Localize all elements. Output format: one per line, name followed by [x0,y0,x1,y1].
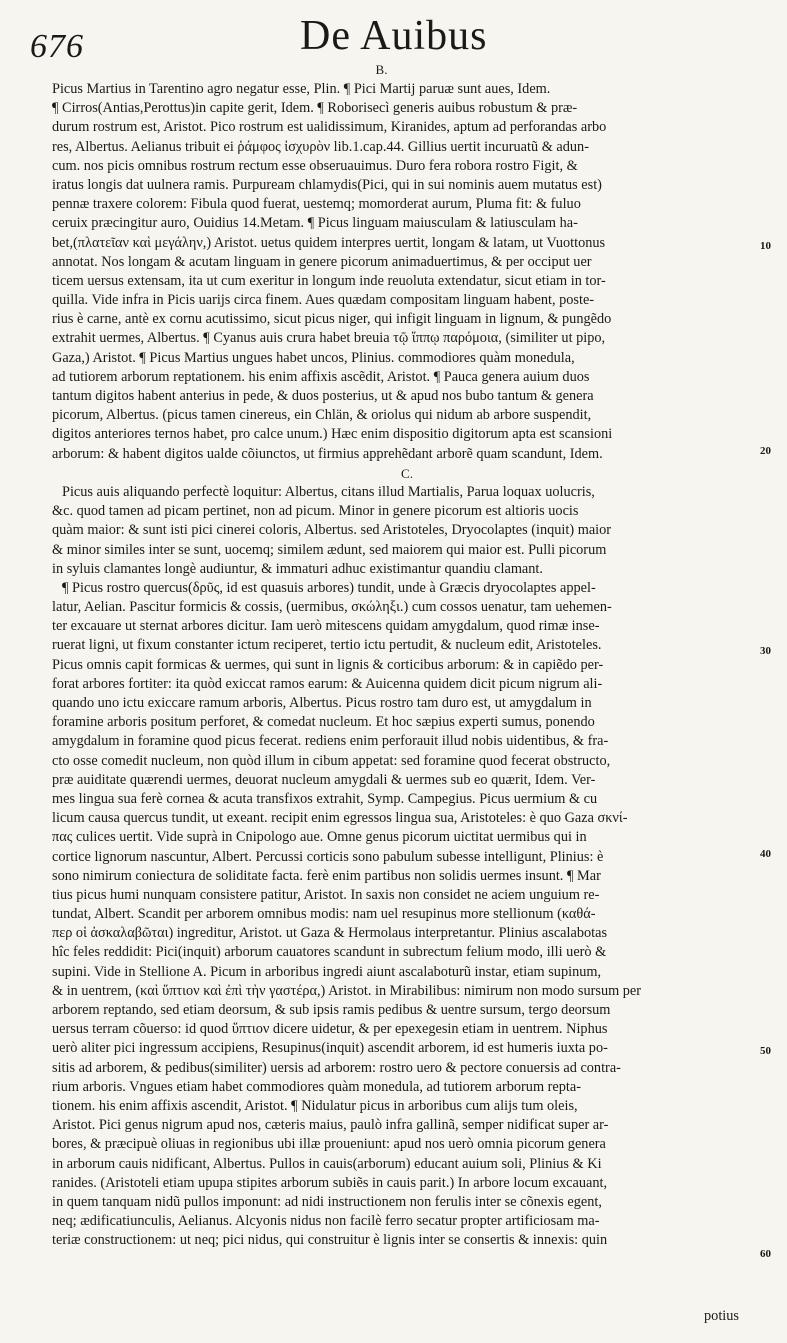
margin-line-number: 40 [760,848,771,860]
text-line: res, Albertus. Aelianus tribuit ei ῥάμφος ἰσχυρὸν lib.1.cap.44. Gillius uertit incuruatũ & adun- [52,138,589,155]
text-line: cortice lignorum nascuntur, Albert. Percussi corticis sono pabulum subesse intelligunt, Plinius: è [52,848,604,865]
text-line: cum. nos picis omnibus rostrum rectum esse obseruauimus. Duro fera robora rostro Figit, & [52,157,578,174]
text-line: forat arbores fortiter: ita quòd exiccat ramos earum: & Auicenna quidem dicit picum nigrum ali- [52,675,603,692]
margin-line-number: 30 [760,645,771,657]
text-line: quàm maior: & sunt isti pici cinerei coloris, Albertus. sed Aristoteles, Dryocolaptes (inquit) maior [52,522,612,539]
text-line: licum causa quercus tundit, ut exeant. recipit enim egressos lingua sua, Aristoteles: è quo Gaza σκνί- [52,810,628,827]
body-text [52,80,762,1250]
text-line: Picus Martius in Tarentino agro negatur esse, Plin. ¶ Pici Martij paruæ sunt aues, Idem. [52,81,551,97]
text-line: tantum digitos habent anterius in pede, & duos posterius, ut & apud nos bubo tantum & genera [52,388,594,404]
page-number: 676 [30,28,84,65]
text-line: picorum, Albertus. (picus tamen cinereus, ein Chlän, & oriolus qui nidum ab arbore suspendit, [52,407,592,424]
running-title: De Auibus [300,13,488,59]
text-line: ticem uersus extensam, ita ut cum exeritur in longum inde reuoluta extendatur, sicut etiam in tor- [52,272,606,289]
text-line: &c. quod tamen ad picam pertinet, non ad picum. Minor in genere picorum est altioris uocis [52,503,579,520]
text-line: sono nimirum coniectura de soliditate facta. ferè enim partibus non solidis uermes insunt. ¶ Mar [52,867,601,884]
text-line: tundat, Albert. Scandit per arborem omnibus modis: nam uel resupinus more stellionum (καθά- [52,906,596,923]
catchword: potius [704,1308,739,1324]
text-line: durum rostrum est, Aristot. Pico rostrum est ualidissimum, Kiranides, aptum ad perforandas arbo [52,119,607,136]
text-line: & minor similes inter se sunt, uocemq; similem ædunt, sed maiorem qui maior est. Pulli picorum [52,541,607,558]
text-line: latur, Aelian. Pascitur formicis & cossis, (uermibus, σκώληξι.) cum cossos uenatur, tam uehemen- [52,599,612,616]
text-line: ranides. (Aristoteli etiam upupa stipites arborum subiẽs in cauis parit.) In arbore locum excauant, [52,1174,608,1191]
text-line: uersus terram cõuerso: id quod ὕπτιον dicere uidetur, & per epexegesin etiam in uentrem. Niphus [52,1021,608,1038]
text-line: quilla. Vide infra in Picis uarijs circa finem. Aues quædam compositam linguam habent, poste- [52,292,595,309]
text-line: pennæ traxere colorem: Fibula quod fuerat, uestemq; momorderat aurum, Pluma fit: & fuluo [52,196,581,213]
text-line: cto osse comedit nucleum, non quòd illum in cibum appetat: sed foramine quod fecerat obstructo, [52,752,611,769]
margin-line-number: 50 [760,1045,771,1057]
text-line: annotat. Nos longam & acutam linguam in genere picorum animaduertimus, & per occiput uer [52,253,592,270]
text-line: in quem tanquam nidũ pullos imponunt: ad nidi instructionem non ferulis inter se cõnexis egent, [52,1193,602,1210]
text-line: in arborum cauis nidificant, Albertus. Pullos in cauis(arborum) educant auium soli, Plinius & Ki [52,1155,602,1172]
margin-line-number: 10 [760,240,771,252]
text-line: sitis ad arborem, & pedibus(similiter) uersis ad arborem: rostro uero & pectore conuersis ad contra- [52,1059,621,1076]
text-line: & in uentrem, (καὶ ὕπτιον καὶ ἐπὶ τὴν γαστέρα,) Aristot. in Mirabilibus: nimirum non modo sursum per [52,982,642,999]
text-line: Aristot. Pici genus nigrum apud nos, cæteris maius, paulò infra gallinã, semper nidificat super ar- [52,1117,609,1134]
text-line: ¶ Cirros(Antias,Perottus)in capite gerit, Idem. ¶ Roborisecì generis auibus robustum & præ- [52,100,578,117]
text-line: mes lingua sua ferè cornea & acuta transfixos extrahit, Symp. Campegius. Picus uermium & cu [52,790,598,807]
margin-line-number: 20 [760,445,771,457]
text-line: ¶ Picus rostro quercus(δρῦς, id est quasuis arbores) tundit, unde à Græcis dryocolaptes appel- [62,579,596,596]
text-line: ter excauare ut sternat arbores dicitur. Iam uerò mitescens quidam amygdalum, quod rimæ inse- [52,618,600,635]
text-line: neq; ædificatiunculis, Aelianus. Alcyonis nidus non facilè ferro secatur propter artificiosam ma- [52,1213,600,1230]
text-line: ceruix præcingitur auro, Ouidius 14.Metam. ¶ Picus linguam maiusculam & latiusculam ha- [52,215,578,232]
page-header [0,8,787,64]
text-line: amygdalum in foramine quod picus fecerat. rediens enim perforauit illud nobis uidentibus, & fra- [52,733,609,750]
text-line: bores, & præcipuè oliuas in regionibus ubi illæ proueniunt: apud nos uerò omnia picorum genera [52,1136,606,1153]
text-line: Picus auis aliquando perfectè loquitur: Albertus, citans illud Martialis, Parua loquax uolucris, [62,483,595,500]
text-line: præ auiditate quærendi uermes, deuorat nucleum amygdali & uermes sub eo quærit, Idem. Ver- [52,771,596,788]
text-line: arborem reptando, sed etiam deorsum, & sub ipsis ramis pedibus & uentre sursum, tergo deorsum [52,1002,611,1018]
text-line: teriæ constructionem: ut neq; pici nidus, qui construitur è lignis inter se consertis & innexis: quin [52,1232,608,1249]
text-line: digitos anteriores ternos habet, pro calce unum.) Hæc enim dispositio digitorum apta est scansioni [52,426,613,443]
text-line: rius è carne, antè ex cornu acutissimo, sicut picus niger, qui infigit linguam in lignum, & pungẽdo [52,311,612,328]
text-line: περ οἱ ἀσκαλαβῶται) ingreditur, Aristot. ut Gaza & Hermolaus interpretantur. Plinius ascalabotas [52,925,608,942]
text-line: hîc feles reddidit: Pici(inquit) arborum cauatores scandunt in subrectum felium modo, illi uerò & [52,944,607,961]
text-line: supini. Vide in Stellione A. Picum in arboribus ingredi aiunt ascalaboturũ instar, etiam supinum, [52,963,602,980]
text-line: quando uno ictu exiccare ramum arboris, Albertus. Picus rostro tam duro est, ut amygdalum in [52,695,592,711]
text-line: bet,(πλατεῖαν καὶ μεγάλην,) Aristot. uetus quidem interpres uertit, longam & latam, ut Vuottonus [52,234,606,251]
text-line: rium arboris. Vngues etiam habet commodiores quàm monedula, ad tutiorem arborum repta- [52,1078,581,1095]
text-line: ruerat ligni, ut fixum constanter ictum reciperet, tertio ictu pertudit, & nucleum edit, Aristoteles. [52,637,602,654]
section-marker: C. [401,465,413,481]
text-line: ad tutiorem arborum reptationem. his enim affixis ascẽdit, Aristot. ¶ Pauca genera auium duos [52,368,590,385]
text-line: Gaza,) Aristot. ¶ Picus Martius ungues habet uncos, Plinius. commodiores quàm monedula, [52,349,575,366]
text-line: extrahit uermes, Albertus. ¶ Cyanus auis crura habet breuia τῷ ἵππῳ παρόμοια, (similiter ut pipo, [52,330,606,347]
text-line: Picus omnis capit formicas & uermes, qui sunt in lignis & corticibus arborum: & in capiẽdo per- [52,656,604,673]
text-line: πας culices uertit. Vide suprà in Cnipologo aue. Omne genus picorum uictitat uermibus qui in [52,829,587,846]
margin-line-number: 60 [760,1248,771,1260]
text-line: foramine arboris positum perforet, & comedat nucleum. Et hoc sæpius experti sumus, ponendo [52,714,595,731]
text-line: uerò aliter pici ingressum accipiens, Resupinus(inquit) ascendit arborem, id est humeris iuxta po- [52,1040,608,1057]
text-line: arborum: & habent digitos ualde cõiunctos, ut firmius apprehẽdant arborẽ quam scandunt, Idem. [52,445,603,462]
section-marker-b: B. [375,62,388,77]
text-line: iratus longis dat uulnera ramis. Purpuream chlamydis(Pici, qui in sui nominis auem mutatus est) [52,176,602,193]
text-line: tionem. his enim affixis ascendit, Aristot. ¶ Nidulatur picus in arboribus cum alijs tum oleis, [52,1097,578,1114]
text-line: tius picus humi nunquam consistere patitur, Aristot. In saxis non considet ne aciem unguium re- [52,886,600,903]
text-line: in syluis clamantes longè audiuntur, & immaturi adhuc existimantur quandiu clamant. [52,560,543,577]
